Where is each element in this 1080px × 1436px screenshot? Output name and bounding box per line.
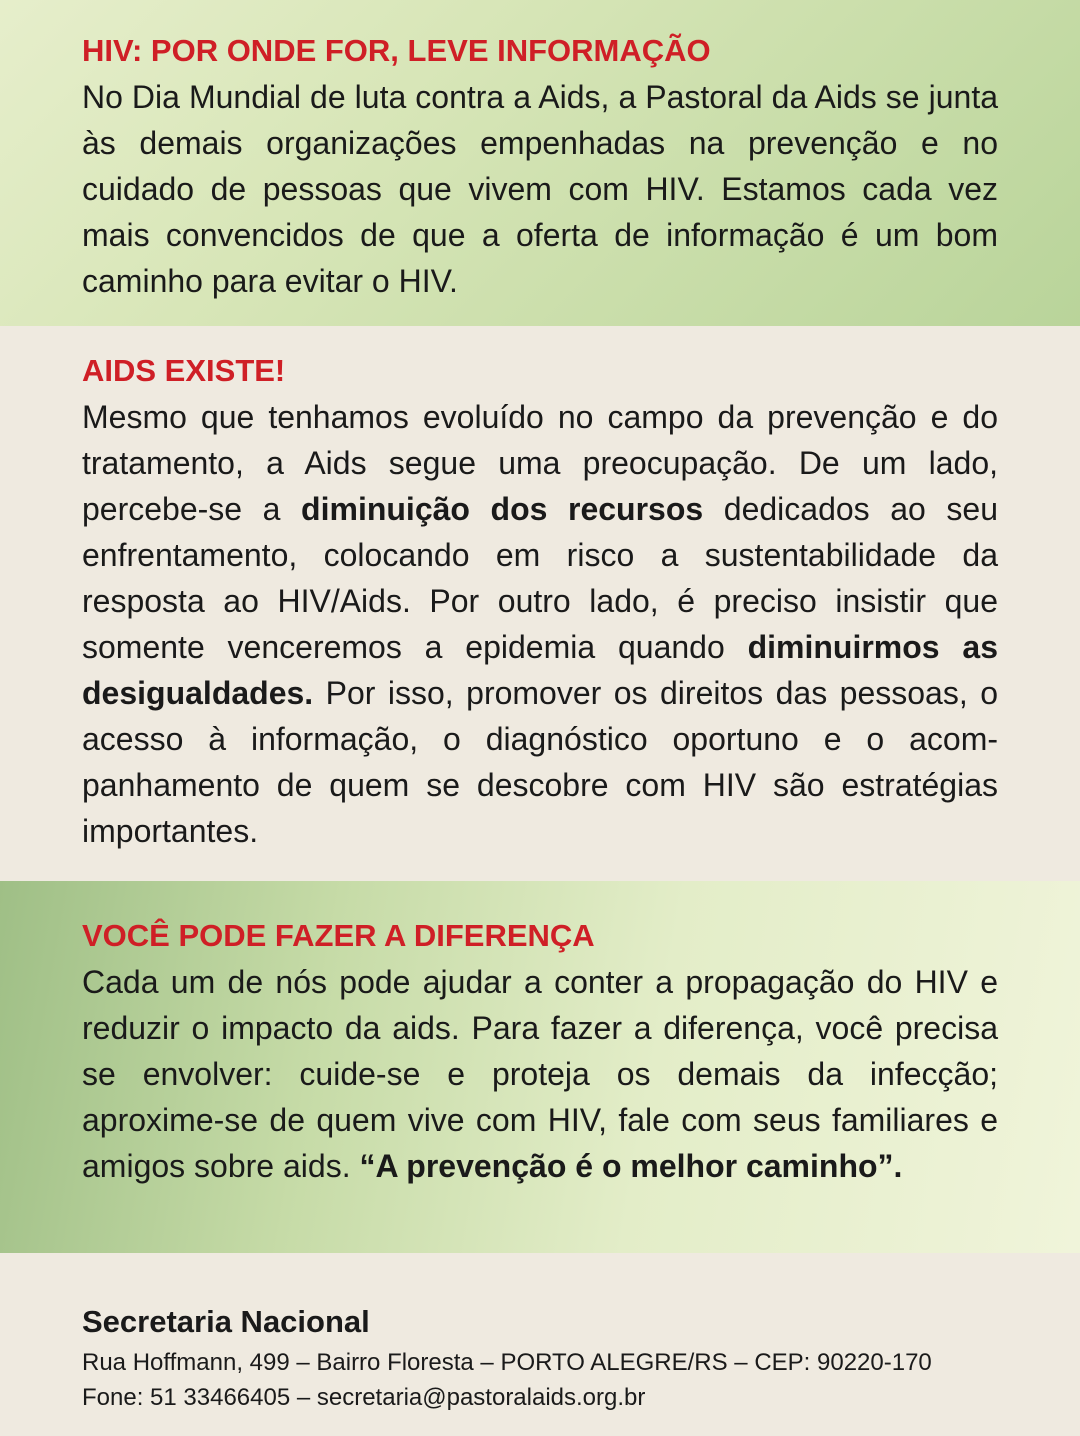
section-body	[82, 959, 998, 1189]
section-body	[82, 394, 998, 854]
section-aids-exists	[0, 326, 1080, 881]
footer-contact-info: Fone: 51 33466405 – secretaria@pastoralaids.org.br	[82, 1384, 646, 1411]
emphasis-text: diminuição dos recursos	[301, 491, 704, 527]
body-text: Cada um de nós pode ajudar a conter a propagação do HIV e reduzir o impacto da aids. Para fazer a diferença, você precisa se envolver: cuide-se e proteja os demais da infecção; aproxime-se de quem vive com HIV, fale com seus familiares e amigos sobre aids.	[82, 964, 998, 1184]
emphasis-text: “A prevenção é o melhor caminho”.	[359, 1148, 903, 1184]
section-heading: VOCÊ PODE FAZER A DIFERENÇA	[82, 918, 595, 953]
footer-contact	[0, 1253, 1080, 1436]
footer-address: Rua Hoffmann, 499 – Bairro Floresta – PORTO ALEGRE/RS – CEP: 90220-170	[82, 1349, 932, 1376]
section-make-difference	[0, 881, 1080, 1253]
section-heading: AIDS EXISTE!	[82, 353, 286, 388]
footer-title: Secretaria Nacional	[82, 1304, 370, 1339]
section-body: No Dia Mundial de luta contra a Aids, a Pastoral da Aids se junta às demais organizações empenhadas na prevenção e no cuidado de pessoas que vivem com HIV. Estamos cada vez mais convencidos de que a oferta de informação é um bom caminho para evitar o HIV.	[82, 79, 998, 299]
body-text: Por isso, promover os direitos das pessoas, o acesso à informação, o diagnóstico oportuno e o acompanhamento de quem se descobre com HIV são estratégias importantes.	[82, 675, 998, 849]
body-text: Mesmo que tenhamos evoluído no campo da prevenção e do tratamento, a Aids segue uma preocupação. De um lado, percebe-se a	[82, 399, 998, 527]
section-hiv-information	[0, 0, 1080, 326]
section-heading: HIV: POR ONDE FOR, LEVE INFORMAÇÃO	[82, 33, 711, 68]
emphasis-text: diminuirmos as desigualdades.	[82, 629, 999, 711]
body-text: dedicados ao seu enfrentamento, colocando em risco a sustentabilidade da resposta ao HIV/Aids. Por outro lado, é preciso insistir que somente venceremos a epidemia quando	[82, 491, 998, 665]
